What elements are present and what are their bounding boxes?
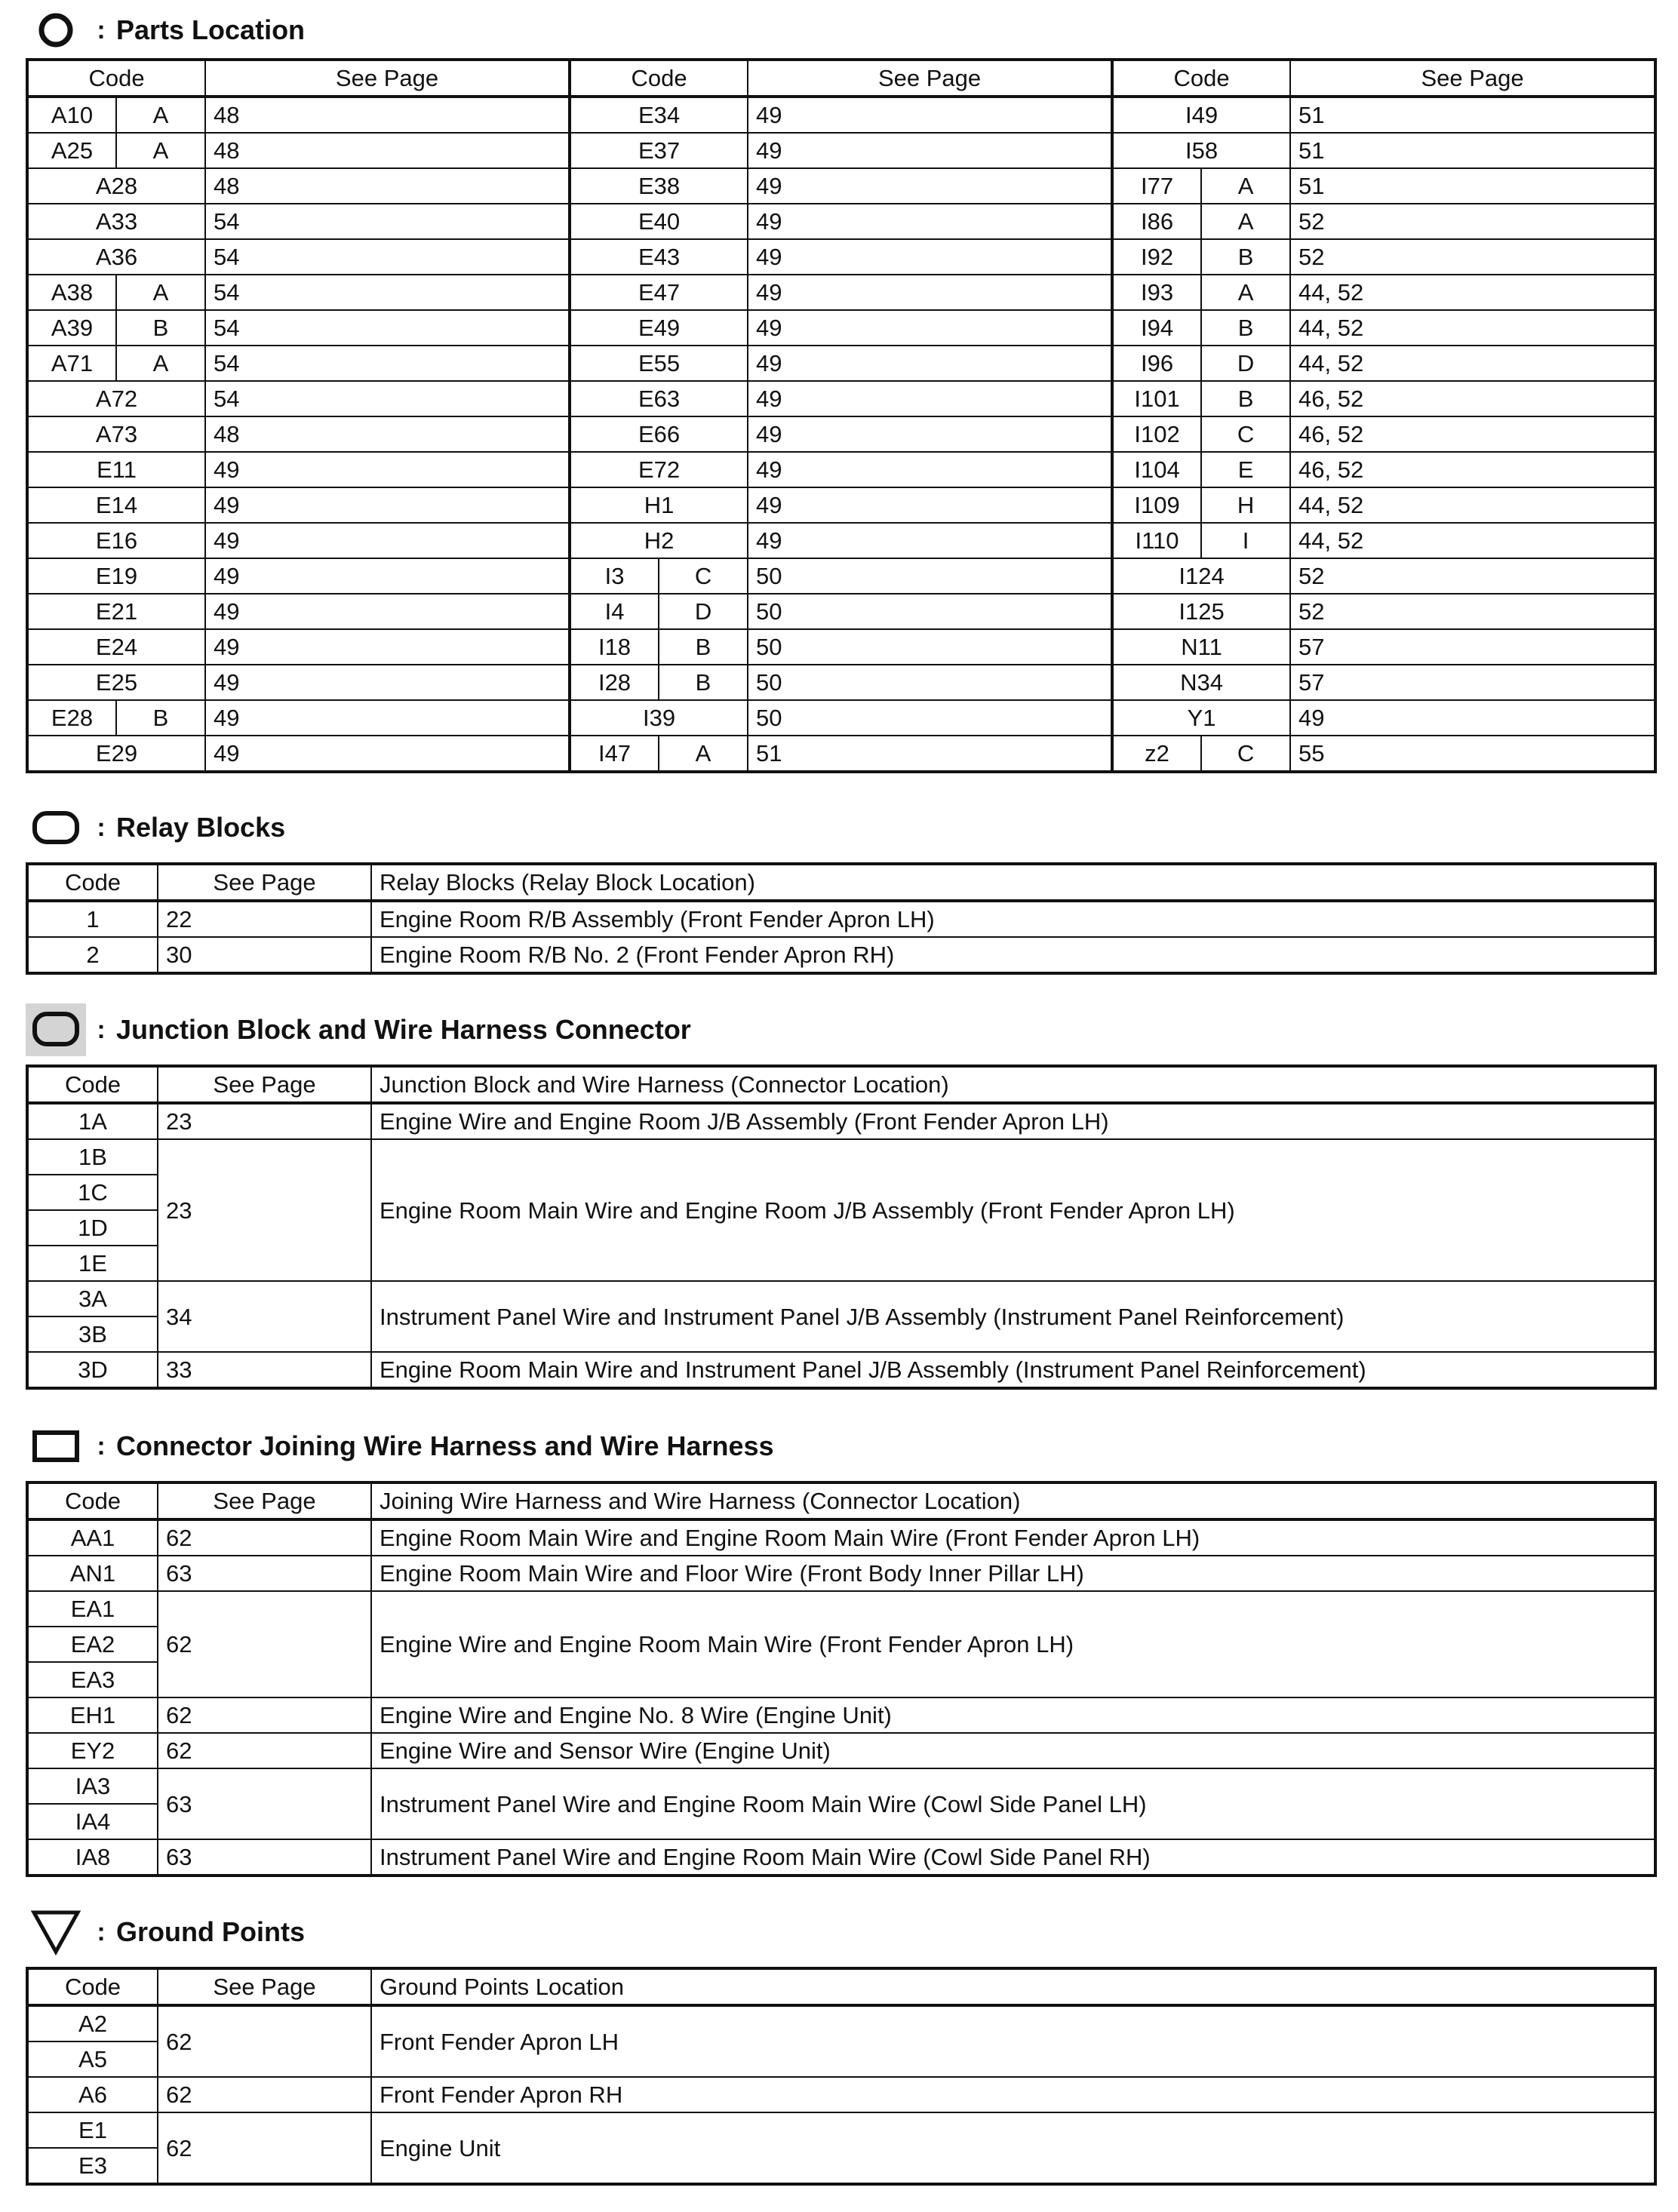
section-title: Ground Points — [116, 1916, 305, 1947]
part-see-page: 46, 52 — [1290, 381, 1655, 416]
table-row — [27, 558, 1655, 594]
part-sub-code: E — [1201, 452, 1290, 487]
part-sub-code: B — [659, 629, 748, 665]
table-row — [27, 487, 1655, 523]
part-code: A71 — [27, 346, 116, 381]
part-see-page: 50 — [748, 700, 1112, 736]
part-code: E63 — [570, 381, 748, 416]
part-see-page: 49 — [205, 452, 570, 487]
table-header-row — [27, 1482, 1655, 1519]
table-header-row — [27, 864, 1655, 901]
table-row — [27, 310, 1655, 346]
location-cell: Engine Wire and Sensor Wire (Engine Unit) — [371, 1733, 1655, 1768]
see-page-header: See Page — [158, 1968, 371, 2005]
part-code: N34 — [1112, 665, 1290, 700]
part-sub-code: B — [1201, 239, 1290, 275]
part-see-page: 52 — [1290, 594, 1655, 629]
part-see-page: 54 — [205, 239, 570, 275]
part-code: E29 — [27, 736, 205, 772]
part-code: A38 — [27, 275, 116, 310]
location-cell: Engine Room Main Wire and Instrument Panel J/B Assembly (Instrument Panel Reinforcement) — [371, 1352, 1655, 1388]
part-sub-code: I — [1201, 523, 1290, 558]
location-cell: Engine Wire and Engine Room J/B Assembly (Front Fender Apron LH) — [371, 1103, 1655, 1139]
part-see-page: 49 — [748, 310, 1112, 346]
relay-blocks-table — [26, 862, 1657, 975]
see-page-header: See Page — [158, 1482, 371, 1519]
table-header-row — [27, 60, 1655, 97]
part-code: Y1 — [1112, 700, 1290, 736]
part-see-page: 49 — [748, 452, 1112, 487]
part-see-page: 49 — [205, 700, 570, 736]
parts-location-table — [26, 58, 1657, 773]
table-row — [27, 1768, 1655, 1804]
part-code: A39 — [27, 310, 116, 346]
table-row — [27, 1839, 1655, 1876]
part-see-page: 49 — [748, 523, 1112, 558]
part-code: I28 — [570, 665, 659, 700]
section-title: Relay Blocks — [116, 812, 286, 843]
part-see-page: 49 — [748, 168, 1112, 204]
part-see-page: 44, 52 — [1290, 275, 1655, 310]
table-row — [27, 452, 1655, 487]
table-row — [27, 381, 1655, 416]
part-see-page: 52 — [1290, 558, 1655, 594]
parts-location-heading: : Parts Location — [26, 4, 305, 57]
table-row — [27, 937, 1655, 973]
part-see-page: 57 — [1290, 629, 1655, 665]
part-code: A25 — [27, 133, 116, 168]
table-body — [27, 1103, 1655, 1388]
part-code: I47 — [570, 736, 659, 772]
part-code: E37 — [570, 133, 748, 168]
part-see-page: 48 — [205, 416, 570, 452]
table-body — [27, 901, 1655, 973]
part-code: E28 — [27, 700, 116, 736]
part-code: E72 — [570, 452, 748, 487]
part-code: I86 — [1112, 204, 1201, 239]
part-sub-code: A — [116, 97, 205, 133]
part-see-page: 54 — [205, 310, 570, 346]
code-cell: EA1 — [27, 1591, 158, 1627]
code-header: Code — [27, 60, 205, 97]
code-cell: 3B — [27, 1316, 158, 1352]
table-row — [27, 594, 1655, 629]
table-row — [27, 2077, 1655, 2112]
part-see-page: 49 — [748, 133, 1112, 168]
code-cell: A6 — [27, 2077, 158, 2112]
location-header: Junction Block and Wire Harness (Connector Location) — [371, 1066, 1655, 1103]
table-row — [27, 629, 1655, 665]
see-page-cell: 30 — [158, 937, 371, 973]
part-see-page: 49 — [205, 558, 570, 594]
see-page-cell: 62 — [158, 1519, 371, 1556]
table-header — [27, 1066, 1655, 1103]
see-page-cell: 62 — [158, 1697, 371, 1733]
part-see-page: 51 — [1290, 133, 1655, 168]
table-row — [27, 168, 1655, 204]
part-sub-code: C — [659, 558, 748, 594]
part-see-page: 48 — [205, 97, 570, 133]
part-code: E55 — [570, 346, 748, 381]
part-code: E40 — [570, 204, 748, 239]
table-row — [27, 1733, 1655, 1768]
code-cell: 1 — [27, 901, 158, 937]
part-see-page: 49 — [205, 665, 570, 700]
table-body — [27, 2005, 1655, 2184]
part-see-page: 52 — [1290, 204, 1655, 239]
table-row — [27, 1697, 1655, 1733]
code-cell: 1D — [27, 1210, 158, 1246]
part-code: N11 — [1112, 629, 1290, 665]
location-cell: Engine Wire and Engine Room Main Wire (Front Fender Apron LH) — [371, 1591, 1655, 1697]
code-header: Code — [1112, 60, 1290, 97]
part-see-page: 49 — [205, 487, 570, 523]
part-see-page: 48 — [205, 168, 570, 204]
part-sub-code: A — [116, 275, 205, 310]
part-see-page: 49 — [205, 736, 570, 772]
shaded-rounded-rectangle-symbol-icon — [26, 1003, 86, 1056]
code-cell: EH1 — [27, 1697, 158, 1733]
part-sub-code: B — [116, 310, 205, 346]
part-code: I102 — [1112, 416, 1201, 452]
part-sub-code: C — [1201, 736, 1290, 772]
part-see-page: 54 — [205, 275, 570, 310]
location-cell: Instrument Panel Wire and Engine Room Main Wire (Cowl Side Panel LH) — [371, 1768, 1655, 1839]
part-see-page: 50 — [748, 558, 1112, 594]
table-header — [27, 1482, 1655, 1519]
part-code: I110 — [1112, 523, 1201, 558]
part-see-page: 44, 52 — [1290, 487, 1655, 523]
part-see-page: 50 — [748, 665, 1112, 700]
see-page-cell: 23 — [158, 1139, 371, 1281]
part-code: I104 — [1112, 452, 1201, 487]
part-see-page: 54 — [205, 346, 570, 381]
code-cell: AN1 — [27, 1556, 158, 1591]
part-code: I109 — [1112, 487, 1201, 523]
part-see-page: 49 — [748, 346, 1112, 381]
part-code: E49 — [570, 310, 748, 346]
code-cell: E3 — [27, 2148, 158, 2184]
part-see-page: 44, 52 — [1290, 523, 1655, 558]
part-code: I4 — [570, 594, 659, 629]
part-see-page: 49 — [1290, 700, 1655, 736]
part-see-page: 50 — [748, 629, 1112, 665]
see-page-cell: 22 — [158, 901, 371, 937]
part-sub-code: A — [116, 346, 205, 381]
see-page-header: See Page — [158, 864, 371, 901]
table-row — [27, 2112, 1655, 2148]
part-see-page: 49 — [748, 381, 1112, 416]
location-cell: Engine Room Main Wire and Engine Room J/B Assembly (Front Fender Apron LH) — [371, 1139, 1655, 1281]
part-code: E11 — [27, 452, 205, 487]
see-page-cell: 34 — [158, 1281, 371, 1352]
table-row — [27, 346, 1655, 381]
junction-block-table — [26, 1065, 1657, 1390]
part-code: E25 — [27, 665, 205, 700]
see-page-header: See Page — [1290, 60, 1655, 97]
code-cell: EA2 — [27, 1627, 158, 1662]
part-see-page: 44, 52 — [1290, 310, 1655, 346]
location-cell: Engine Unit — [371, 2112, 1655, 2184]
part-see-page: 48 — [205, 133, 570, 168]
code-cell: 3A — [27, 1281, 158, 1316]
location-cell: Engine Room R/B No. 2 (Front Fender Apron RH) — [371, 937, 1655, 973]
part-code: I3 — [570, 558, 659, 594]
part-code: E24 — [27, 629, 205, 665]
part-see-page: 51 — [1290, 168, 1655, 204]
part-code: I58 — [1112, 133, 1290, 168]
location-cell: Engine Room R/B Assembly (Front Fender Apron LH) — [371, 901, 1655, 937]
part-code: I101 — [1112, 381, 1201, 416]
code-cell: IA8 — [27, 1839, 158, 1876]
section-title: Connector Joining Wire Harness and Wire Harness — [116, 1430, 774, 1461]
table-header — [27, 864, 1655, 901]
see-page-header: See Page — [748, 60, 1112, 97]
part-sub-code: A — [1201, 168, 1290, 204]
part-sub-code: A — [1201, 275, 1290, 310]
code-cell: 1B — [27, 1139, 158, 1175]
code-cell: 1E — [27, 1246, 158, 1281]
part-code: E47 — [570, 275, 748, 310]
part-sub-code: B — [1201, 381, 1290, 416]
location-header: Joining Wire Harness and Wire Harness (Connector Location) — [371, 1482, 1655, 1519]
part-sub-code: D — [659, 594, 748, 629]
part-see-page: 55 — [1290, 736, 1655, 772]
part-see-page: 54 — [205, 204, 570, 239]
part-see-page: 49 — [205, 629, 570, 665]
part-see-page: 57 — [1290, 665, 1655, 700]
part-see-page: 49 — [748, 416, 1112, 452]
rounded-rectangle-symbol-icon — [26, 801, 86, 854]
part-code: H1 — [570, 487, 748, 523]
part-sub-code: B — [659, 665, 748, 700]
part-see-page: 54 — [205, 381, 570, 416]
part-code: I39 — [570, 700, 748, 736]
section-title: Parts Location — [116, 14, 306, 45]
table-row — [27, 1103, 1655, 1139]
part-see-page: 51 — [1290, 97, 1655, 133]
part-code: I125 — [1112, 594, 1290, 629]
code-header: Code — [27, 1066, 158, 1103]
see-page-cell: 23 — [158, 1103, 371, 1139]
location-cell: Engine Room Main Wire and Engine Room Main Wire (Front Fender Apron LH) — [371, 1519, 1655, 1556]
code-cell: 3D — [27, 1352, 158, 1388]
see-page-cell: 33 — [158, 1352, 371, 1388]
location-cell: Front Fender Apron LH — [371, 2005, 1655, 2077]
part-code: E14 — [27, 487, 205, 523]
part-code: I96 — [1112, 346, 1201, 381]
table-row — [27, 275, 1655, 310]
table-body — [27, 1519, 1655, 1876]
part-see-page: 46, 52 — [1290, 452, 1655, 487]
part-code: E43 — [570, 239, 748, 275]
part-code: I94 — [1112, 310, 1201, 346]
ground-points-heading: : Ground Points — [26, 1906, 305, 1959]
location-header: Ground Points Location — [371, 1968, 1655, 2005]
see-page-cell: 62 — [158, 2112, 371, 2184]
part-see-page: 49 — [748, 275, 1112, 310]
table-row — [27, 523, 1655, 558]
junction-block-heading: : Junction Block and Wire Harness Connector — [26, 1003, 691, 1056]
code-cell: A5 — [27, 2041, 158, 2077]
see-page-header: See Page — [205, 60, 570, 97]
part-code: A28 — [27, 168, 205, 204]
code-header: Code — [570, 60, 748, 97]
table-row — [27, 97, 1655, 133]
location-cell: Instrument Panel Wire and Engine Room Main Wire (Cowl Side Panel RH) — [371, 1839, 1655, 1876]
part-sub-code: B — [116, 700, 205, 736]
location-cell: Front Fender Apron RH — [371, 2077, 1655, 2112]
part-code: A36 — [27, 239, 205, 275]
see-page-header: See Page — [158, 1066, 371, 1103]
part-sub-code: A — [1201, 204, 1290, 239]
table-row — [27, 665, 1655, 700]
table-header — [27, 1968, 1655, 2005]
part-code: I49 — [1112, 97, 1290, 133]
table-row — [27, 1519, 1655, 1556]
part-code: A72 — [27, 381, 205, 416]
part-see-page: 46, 52 — [1290, 416, 1655, 452]
part-see-page: 52 — [1290, 239, 1655, 275]
code-cell: 1C — [27, 1175, 158, 1210]
location-cell: Instrument Panel Wire and Instrument Panel J/B Assembly (Instrument Panel Reinforcement) — [371, 1281, 1655, 1352]
table-row — [27, 901, 1655, 937]
see-page-cell: 62 — [158, 2005, 371, 2077]
see-page-cell: 63 — [158, 1768, 371, 1839]
table-row — [27, 736, 1655, 772]
part-see-page: 49 — [748, 239, 1112, 275]
part-code: E21 — [27, 594, 205, 629]
code-header: Code — [27, 864, 158, 901]
part-code: A33 — [27, 204, 205, 239]
connector-joining-heading: : Connector Joining Wire Harness and Wire Harness — [26, 1420, 774, 1473]
table-row — [27, 1591, 1655, 1627]
table-row — [27, 1139, 1655, 1175]
code-cell: 2 — [27, 937, 158, 973]
part-code: A73 — [27, 416, 205, 452]
part-see-page: 51 — [748, 736, 1112, 772]
section-title: Junction Block and Wire Harness Connector — [116, 1014, 691, 1045]
part-see-page: 49 — [748, 204, 1112, 239]
triangle-symbol-icon — [26, 1906, 86, 1959]
table-row — [27, 133, 1655, 168]
table-row — [27, 700, 1655, 736]
part-code: I77 — [1112, 168, 1201, 204]
see-page-cell: 63 — [158, 1556, 371, 1591]
connector-joining-table — [26, 1481, 1657, 1877]
relay-blocks-heading: : Relay Blocks — [26, 801, 285, 854]
table-row — [27, 1281, 1655, 1316]
part-code: E34 — [570, 97, 748, 133]
table-row — [27, 416, 1655, 452]
part-sub-code: A — [659, 736, 748, 772]
table-row — [27, 2005, 1655, 2041]
table-header-row — [27, 1066, 1655, 1103]
part-see-page: 50 — [748, 594, 1112, 629]
ground-points-table — [26, 1967, 1657, 2186]
part-code: I93 — [1112, 275, 1201, 310]
see-page-cell: 63 — [158, 1839, 371, 1876]
code-cell: IA4 — [27, 1804, 158, 1839]
code-header: Code — [27, 1968, 158, 2005]
code-cell: 1A — [27, 1103, 158, 1139]
part-sub-code: C — [1201, 416, 1290, 452]
part-see-page: 49 — [205, 523, 570, 558]
part-code: E38 — [570, 168, 748, 204]
location-cell: Engine Room Main Wire and Floor Wire (Front Body Inner Pillar LH) — [371, 1556, 1655, 1591]
code-cell: EY2 — [27, 1733, 158, 1768]
table-header-row — [27, 1968, 1655, 2005]
table-row — [27, 239, 1655, 275]
part-code: z2 — [1112, 736, 1201, 772]
part-see-page: 49 — [205, 594, 570, 629]
part-code: H2 — [570, 523, 748, 558]
location-header: Relay Blocks (Relay Block Location) — [371, 864, 1655, 901]
part-sub-code: A — [116, 133, 205, 168]
part-see-page: 49 — [748, 97, 1112, 133]
part-code: A10 — [27, 97, 116, 133]
code-cell: EA3 — [27, 1662, 158, 1697]
see-page-cell: 62 — [158, 1591, 371, 1697]
part-sub-code: H — [1201, 487, 1290, 523]
code-header: Code — [27, 1482, 158, 1519]
part-see-page: 49 — [748, 487, 1112, 523]
part-code: I124 — [1112, 558, 1290, 594]
table-row — [27, 204, 1655, 239]
code-cell: AA1 — [27, 1519, 158, 1556]
part-see-page: 44, 52 — [1290, 346, 1655, 381]
part-code: E19 — [27, 558, 205, 594]
see-page-cell: 62 — [158, 1733, 371, 1768]
code-cell: IA3 — [27, 1768, 158, 1804]
part-sub-code: D — [1201, 346, 1290, 381]
table-row — [27, 1556, 1655, 1591]
part-code: E16 — [27, 523, 205, 558]
rectangle-symbol-icon — [26, 1420, 86, 1473]
part-sub-code: B — [1201, 310, 1290, 346]
code-cell: E1 — [27, 2112, 158, 2148]
location-cell: Engine Wire and Engine No. 8 Wire (Engine Unit) — [371, 1697, 1655, 1733]
table-row — [27, 1352, 1655, 1388]
part-code: I92 — [1112, 239, 1201, 275]
part-code: I18 — [570, 629, 659, 665]
code-cell: A2 — [27, 2005, 158, 2041]
circle-symbol-icon — [26, 4, 86, 57]
see-page-cell: 62 — [158, 2077, 371, 2112]
part-code: E66 — [570, 416, 748, 452]
